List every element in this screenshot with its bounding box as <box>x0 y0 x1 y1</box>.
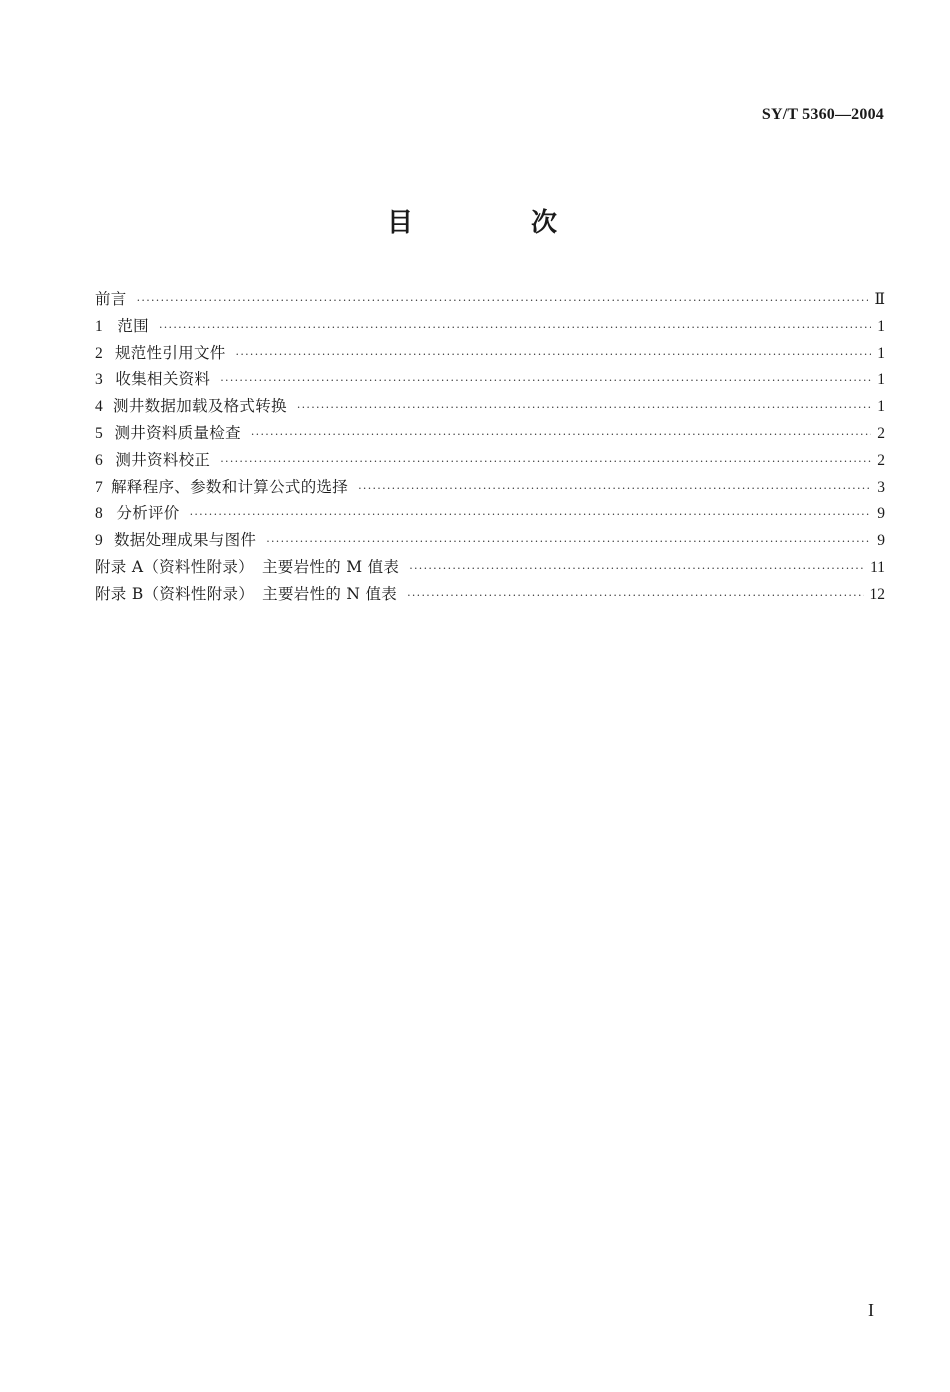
dot-leader <box>190 502 871 529</box>
toc-entry-number: 4 <box>95 398 103 416</box>
dot-leader <box>266 529 871 556</box>
toc-entry-number: 5 <box>95 424 103 442</box>
dot-leader <box>407 583 863 610</box>
toc-entry-6[interactable] <box>95 447 885 474</box>
toc-entry-8[interactable] <box>95 500 885 527</box>
toc-entry-page: 1 <box>877 317 885 335</box>
toc-entry-4[interactable] <box>95 393 885 420</box>
dot-leader <box>251 422 871 449</box>
toc-entry-page: 1 <box>877 398 885 416</box>
toc-entry-page: 2 <box>877 451 885 469</box>
toc-entry-label: 范围 <box>117 316 149 335</box>
toc-entry-foreword[interactable] <box>95 286 885 313</box>
toc-entry-number: 2 <box>95 344 103 362</box>
toc-entry-label: 测井数据加载及格式转换 <box>113 397 287 416</box>
toc-entry-label: 附录 B（资料性附录） 主要岩性的 N 值表 <box>95 584 398 603</box>
toc-entry-page: 9 <box>877 532 885 550</box>
toc-entry-number: 6 <box>95 451 103 469</box>
toc-entry-5[interactable] <box>95 420 885 447</box>
toc-entry-page: 1 <box>877 344 885 362</box>
toc-entry-7[interactable] <box>95 474 885 501</box>
dot-leader <box>220 449 871 476</box>
toc-entry-number: 9 <box>95 532 103 550</box>
toc-entry-label: 收集相关资料 <box>115 370 211 389</box>
toc-entry-page: 2 <box>877 424 885 442</box>
toc-entry-page: 1 <box>877 371 885 389</box>
toc-entry-number: 8 <box>95 505 103 523</box>
toc-entry-page: Ⅱ <box>874 291 885 308</box>
toc-entry-page: 11 <box>870 558 885 576</box>
toc-entry-number: 1 <box>95 317 103 335</box>
toc-entry-label: 解释程序、参数和计算公式的选择 <box>111 477 349 496</box>
toc-entry-page: 3 <box>877 478 885 496</box>
toc-entry-label: 附录 A（资料性附录） 主要岩性的 M 值表 <box>95 557 400 576</box>
dot-leader <box>409 556 864 583</box>
toc-entry-3[interactable] <box>95 366 885 393</box>
dot-leader <box>159 315 871 342</box>
page-number: I <box>868 1300 874 1320</box>
toc-entry-label: 分析评价 <box>116 504 180 523</box>
toc-entry-page: 12 <box>869 585 885 603</box>
toc-entry-label: 数据处理成果与图件 <box>113 531 257 550</box>
toc-entry-number: 7 <box>95 478 103 496</box>
dot-leader <box>297 395 871 422</box>
toc-entry-appendix-b[interactable] <box>95 581 885 608</box>
table-of-contents <box>95 286 885 608</box>
toc-entry-number: 3 <box>95 371 103 389</box>
toc-entry-label: 前言 <box>95 290 127 308</box>
toc-entry-9[interactable] <box>95 527 885 554</box>
toc-entry-page: 9 <box>877 505 885 523</box>
dot-leader <box>358 476 871 503</box>
toc-entry-label: 测井资料质量检查 <box>114 423 241 442</box>
toc-entry-label: 测井资料校正 <box>115 450 211 469</box>
standard-code: SY/T 5360—2004 <box>761 106 884 123</box>
toc-entry-label: 规范性引用文件 <box>114 343 226 362</box>
dot-leader <box>137 288 869 315</box>
dot-leader <box>220 368 871 395</box>
dot-leader <box>236 342 871 369</box>
toc-entry-appendix-a[interactable] <box>95 554 885 581</box>
toc-entry-1[interactable] <box>95 313 885 340</box>
toc-entry-2[interactable] <box>95 340 885 367</box>
page-title: 目 次 <box>386 208 603 238</box>
